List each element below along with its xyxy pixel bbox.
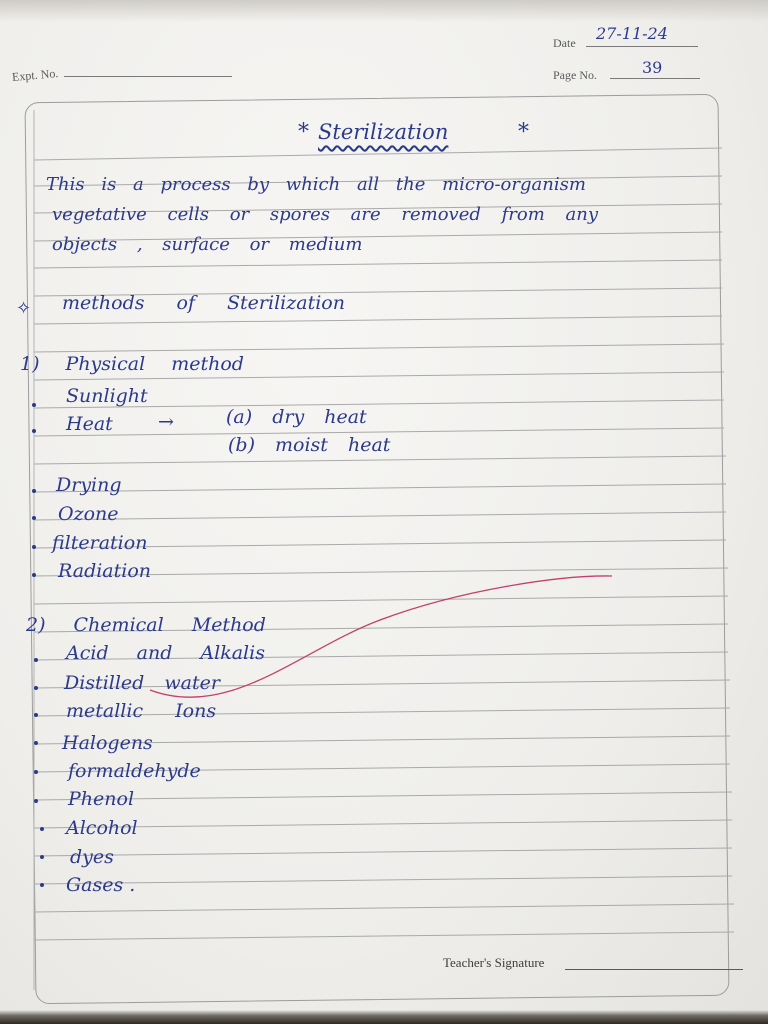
rule-line: [34, 512, 726, 520]
teacher-signature-label: Teacher's Signature: [443, 955, 545, 970]
bullet-icon: [32, 403, 36, 407]
rule-line: [34, 260, 722, 268]
rule-line: [34, 596, 728, 604]
date-value: 27-11-24: [596, 24, 668, 43]
physical-item: Ozone: [58, 503, 119, 525]
page-title: Sterilization: [318, 120, 449, 144]
chemical-item: Distilled water: [64, 672, 220, 694]
rule-line: [34, 848, 732, 856]
chemical-item: dyes: [70, 846, 114, 868]
bullet-icon: [34, 658, 38, 662]
page-no-label: Page No.: [553, 68, 597, 82]
chemical-heading: 2) Chemical Method: [26, 614, 266, 636]
heat-type-moist: (b) moist heat: [228, 434, 391, 456]
bullet-icon: [34, 799, 38, 803]
date-label: Date: [553, 36, 576, 50]
bullet-icon: [40, 855, 44, 859]
rule-line: [34, 484, 726, 492]
rule-line: [34, 148, 722, 160]
bullet-icon: [32, 516, 36, 520]
teacher-signature-line: [565, 969, 743, 970]
rule-line: [34, 876, 732, 884]
bullet-icon: [34, 770, 38, 774]
chemical-item: Acid and Alkalis: [66, 642, 265, 664]
bullet-icon: [32, 489, 36, 493]
chemical-item: Phenol: [68, 788, 135, 810]
page-bottom-edge: [0, 1010, 768, 1024]
methods-marker-icon: ✧: [16, 298, 32, 319]
rule-line: [34, 820, 732, 828]
physical-item: Sunlight: [66, 385, 148, 407]
title-star-right: *: [518, 120, 529, 145]
page-no-value: 39: [642, 58, 663, 77]
rule-line: [34, 456, 726, 464]
chemical-item: formaldehyde: [68, 760, 201, 782]
bullet-icon: [34, 686, 38, 690]
bullet-icon: [34, 741, 38, 745]
expt-no-label: Expt. No.: [11, 66, 59, 84]
rule-line: [34, 904, 734, 912]
bullet-icon: [32, 545, 36, 549]
rule-line: [34, 316, 722, 324]
rule-line: [34, 932, 734, 940]
physical-item: Heat: [66, 413, 113, 435]
bullet-icon: [32, 429, 36, 433]
bullet-icon: [34, 713, 38, 717]
definition-line-1: This is a process by which all the micro-organism: [46, 174, 586, 195]
methods-heading: methods of Sterilization: [62, 292, 345, 314]
chemical-item: Gases .: [66, 874, 136, 896]
rule-line: [34, 344, 724, 352]
chemical-item: metallic Ions: [66, 700, 217, 722]
title-star-left: *: [298, 120, 309, 145]
chemical-item: Alcohol: [66, 817, 138, 839]
bullet-icon: [40, 827, 44, 831]
physical-heading: 1) Physical method: [20, 353, 244, 375]
definition-line-2: vegetative cells or spores are removed from any: [52, 204, 598, 225]
physical-item: Radiation: [58, 560, 152, 582]
rule-line: [34, 792, 732, 800]
definition-line-3: objects , surface or medium: [52, 234, 363, 255]
bullet-icon: [40, 883, 44, 887]
chemical-item: Halogens: [62, 732, 153, 754]
physical-item: filteration: [52, 532, 148, 554]
heat-type-dry: (a) dry heat: [226, 406, 367, 428]
bullet-icon: [32, 573, 36, 577]
arrow-icon: →: [158, 411, 174, 433]
physical-item: Drying: [56, 474, 122, 496]
